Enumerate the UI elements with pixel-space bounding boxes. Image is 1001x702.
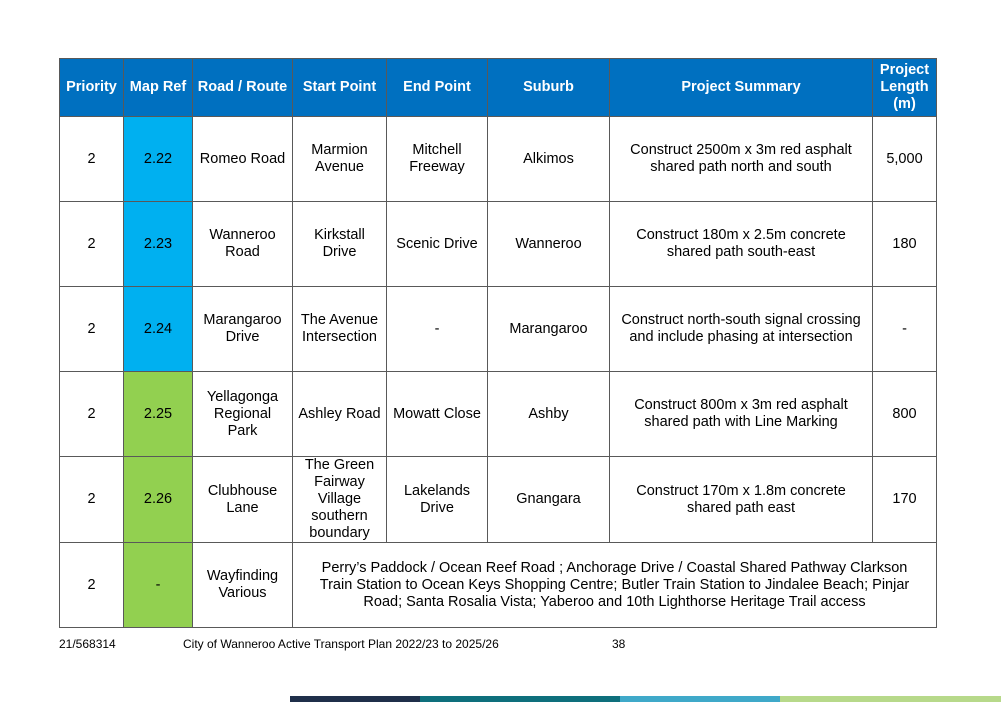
cell-length: 180 <box>873 202 937 287</box>
cell-length: 5,000 <box>873 117 937 202</box>
cell-start-point: The Avenue Intersection <box>293 287 387 372</box>
cell-length: 170 <box>873 457 937 543</box>
cell-summary: Construct 180m x 2.5m concrete shared path south-east <box>610 202 873 287</box>
cell-end-point: - <box>387 287 488 372</box>
header-road-route: Road / Route <box>193 59 293 117</box>
cell-start-point: Marmion Avenue <box>293 117 387 202</box>
cell-end-point: Mowatt Close <box>387 372 488 457</box>
table-row <box>60 287 937 372</box>
table-row <box>60 372 937 457</box>
table-row <box>60 117 937 202</box>
cell-suburb: Alkimos <box>488 117 610 202</box>
band-green <box>780 696 1001 702</box>
cell-end-point: Lakelands Drive <box>387 457 488 543</box>
header-project-length: Project Length (m) <box>873 59 937 117</box>
cell-suburb: Marangaroo <box>488 287 610 372</box>
band-navy <box>290 696 420 702</box>
cell-road: Yellagonga Regional Park <box>193 372 293 457</box>
cell-length: - <box>873 287 937 372</box>
cell-priority: 2 <box>60 117 124 202</box>
cell-suburb: Ashby <box>488 372 610 457</box>
header-end-point: End Point <box>387 59 488 117</box>
footer-doc-number: 21/568314 <box>59 637 116 651</box>
cell-priority: 2 <box>60 372 124 457</box>
footer-color-band <box>290 696 1001 702</box>
cell-map-ref: 2.22 <box>124 117 193 202</box>
cell-suburb: Wanneroo <box>488 202 610 287</box>
active-transport-table <box>59 58 937 628</box>
table-header-row <box>60 59 937 117</box>
cell-end-point: Scenic Drive <box>387 202 488 287</box>
cell-end-point: Mitchell Freeway <box>387 117 488 202</box>
cell-road: Wanneroo Road <box>193 202 293 287</box>
cell-road: Marangaroo Drive <box>193 287 293 372</box>
cell-priority: 2 <box>60 543 124 628</box>
header-priority: Priority <box>60 59 124 117</box>
cell-length: 800 <box>873 372 937 457</box>
cell-summary: Construct north-south signal crossing and include phasing at intersection <box>610 287 873 372</box>
cell-map-ref: 2.25 <box>124 372 193 457</box>
header-start-point: Start Point <box>293 59 387 117</box>
table-row-wayfinding <box>60 543 937 628</box>
cell-road: Clubhouse Lane <box>193 457 293 543</box>
table-row <box>60 202 937 287</box>
band-blue <box>620 696 780 702</box>
footer-page-number: 38 <box>612 637 626 651</box>
cell-priority: 2 <box>60 457 124 543</box>
cell-priority: 2 <box>60 202 124 287</box>
cell-road: Romeo Road <box>193 117 293 202</box>
header-suburb: Suburb <box>488 59 610 117</box>
cell-map-ref: 2.26 <box>124 457 193 543</box>
cell-start-point: Ashley Road <box>293 372 387 457</box>
cell-summary: Construct 170m x 1.8m concrete shared path east <box>610 457 873 543</box>
cell-map-ref: - <box>124 543 193 628</box>
cell-priority: 2 <box>60 287 124 372</box>
cell-start-point: Kirkstall Drive <box>293 202 387 287</box>
cell-road: Wayfinding Various <box>193 543 293 628</box>
cell-wayfinding-summary: Perry’s Paddock / Ocean Reef Road ; Anchorage Drive / Coastal Shared Pathway Clarkson Train Station to Ocean Keys Shopping Centre; Butler Train Station to Jindalee Beach; Pinjar Road; Santa Rosalia Vista; Yaberoo and 10th Lighthorse Heritage Trail access <box>293 543 937 628</box>
cell-start-point: The Green Fairway Village southern boundary <box>293 457 387 543</box>
cell-summary: Construct 2500m x 3m red asphalt shared path north and south <box>610 117 873 202</box>
header-project-summary: Project Summary <box>610 59 873 117</box>
band-teal <box>420 696 620 702</box>
cell-suburb: Gnangara <box>488 457 610 543</box>
cell-summary: Construct 800m x 3m red asphalt shared path with Line Marking <box>610 372 873 457</box>
cell-map-ref: 2.24 <box>124 287 193 372</box>
footer-title: City of Wanneroo Active Transport Plan 2022/23 to 2025/26 <box>183 637 499 651</box>
header-map-ref: Map Ref <box>124 59 193 117</box>
cell-map-ref: 2.23 <box>124 202 193 287</box>
table-row <box>60 457 937 543</box>
